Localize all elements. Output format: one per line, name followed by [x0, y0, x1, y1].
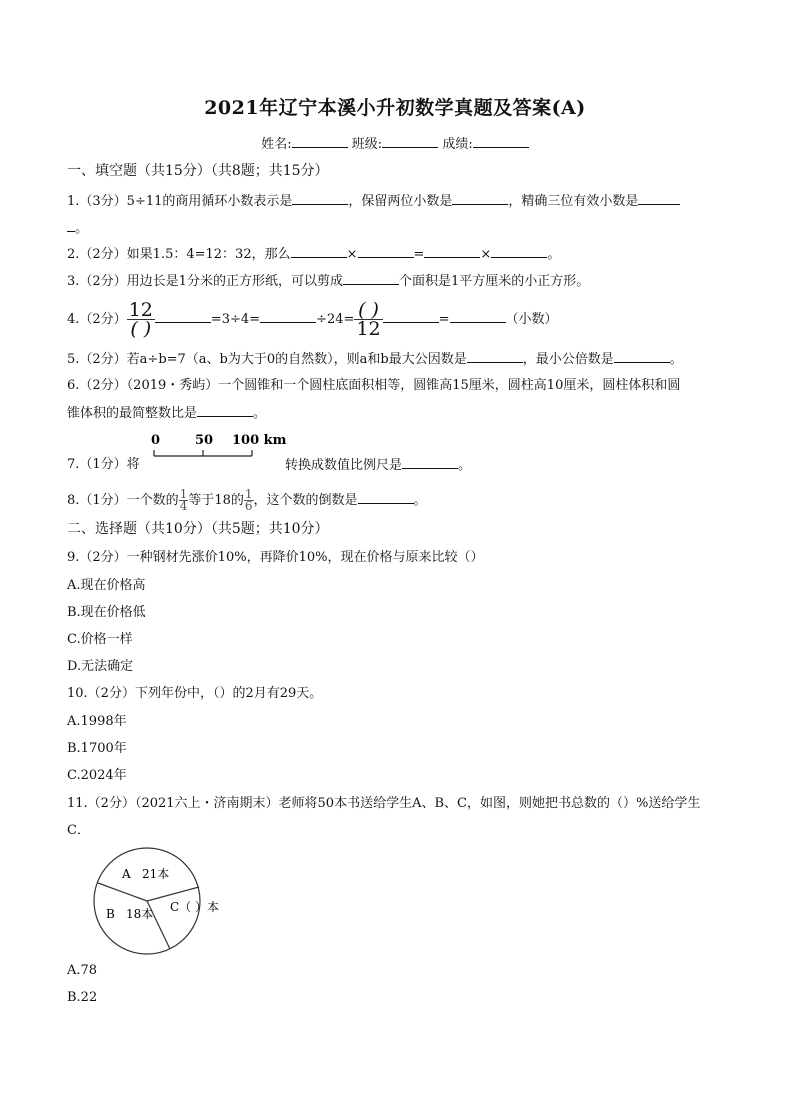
slice-a-label: A: [122, 867, 131, 881]
choice-a[interactable]: A.现在价格高: [67, 578, 146, 593]
answer-blank[interactable]: [358, 245, 414, 258]
slice-b-label: B: [106, 907, 115, 921]
scale-label-0: 0: [151, 433, 161, 448]
line-scale-figure: [148, 430, 288, 464]
q4-text: （小数）: [505, 312, 558, 327]
denominator: 12: [356, 318, 381, 340]
pie-divider: [147, 887, 199, 901]
q7-text: 。: [458, 458, 472, 473]
choice-a[interactable]: A.1998年: [67, 714, 127, 729]
q3-text: 3.（2分）用边长是1分米的正方形纸，可以剪成: [67, 274, 343, 289]
section-2-heading: 二、选择题（共10分）（共5题；共10分）: [67, 521, 329, 537]
q4-text: =3÷4=: [210, 312, 261, 327]
q5-text: ，最小公倍数是: [522, 352, 614, 367]
question-1: [67, 192, 680, 211]
question-11-cont: C．: [67, 823, 90, 838]
answer-blank[interactable]: [155, 310, 211, 323]
fraction-one-quarter: [179, 489, 189, 512]
q2-text: 。: [547, 247, 561, 262]
q5-text: 5.（2分）若a÷b=7（a、b为大于0的自然数），则a和b最大公因数是: [67, 352, 467, 367]
q1-text: ，精确三位有效小数是: [508, 194, 639, 209]
choice-d[interactable]: D.无法确定: [67, 659, 134, 674]
numerator-blank[interactable]: ( ): [354, 301, 382, 320]
q7-text: 7.（1分）将: [67, 457, 140, 472]
q8-text: 。: [413, 493, 427, 508]
score-label: 成绩:: [442, 137, 473, 152]
q2-text: 2.（2分）如果1.5：4=12：32，那么: [67, 247, 291, 262]
question-8: [67, 486, 427, 516]
choice-b[interactable]: B.1700年: [67, 741, 127, 756]
question-10: 10.（2分）下列年份中，（）的2月有29天。: [67, 686, 323, 701]
answer-blank[interactable]: [424, 245, 480, 258]
answer-blank[interactable]: [67, 219, 75, 232]
answer-blank[interactable]: [260, 310, 316, 323]
class-label: 班级:: [351, 137, 383, 152]
choice-b[interactable]: B.现在价格低: [67, 605, 146, 620]
question-1-cont: [67, 219, 88, 238]
question-7: [67, 456, 140, 474]
scale-label-50: 50: [195, 433, 214, 448]
question-6-cont: [67, 404, 266, 423]
class-blank[interactable]: [382, 135, 438, 148]
student-info: [0, 133, 790, 152]
choice-b[interactable]: B.22: [67, 990, 98, 1005]
q8-text: 等于18的: [188, 493, 244, 508]
answer-blank[interactable]: [343, 272, 399, 285]
pie-divider: [98, 883, 147, 901]
choice-c[interactable]: C.2024年: [67, 768, 127, 783]
equals-sign: =: [413, 247, 425, 262]
slice-b-value: 18本: [126, 907, 154, 921]
answer-blank[interactable]: [358, 491, 414, 504]
pie-chart-figure: [90, 843, 240, 958]
fraction-blank-over-12: [354, 301, 382, 338]
slice-c-label: C（ ）本: [170, 900, 219, 914]
question-6: [67, 377, 680, 395]
fraction-one-sixth: [244, 489, 254, 512]
numerator: 12: [128, 299, 153, 321]
question-5: [67, 350, 683, 369]
answer-blank[interactable]: [197, 404, 253, 417]
q4-text: ÷24=: [316, 312, 355, 327]
times-sign: ×: [480, 247, 492, 262]
q6-text: 。: [253, 406, 267, 421]
q5-text: 。: [669, 352, 683, 367]
question-11: 11.（2分）（2021六上・济南期末）老师将50本书送给学生A、B、C，如图，则她把书总数的（）%送给学生: [67, 796, 701, 811]
q1-text: 1.（3分）5÷11的商用循环小数表示是: [67, 194, 293, 209]
q8-text: ，这个数的倒数是: [253, 493, 358, 508]
choice-a[interactable]: A.78: [67, 963, 98, 978]
answer-blank[interactable]: [402, 456, 458, 469]
answer-blank[interactable]: [450, 310, 506, 323]
numerator: 1: [244, 487, 253, 501]
fraction-12-over-blank: [127, 301, 155, 338]
slice-a-value: 21本: [142, 867, 170, 881]
q7-text: 转换成数值比例尺是: [285, 458, 403, 473]
answer-blank[interactable]: [452, 192, 508, 205]
scale-label-100: 100 km: [232, 433, 287, 448]
q6-text: 锥体积的最简整数比是: [67, 406, 198, 421]
question-9: 9.（2分）一种钢材先涨价10%，再降价10%，现在价格与原来比较（）: [67, 550, 484, 565]
equals-sign: =: [438, 312, 450, 327]
denominator: 6: [244, 499, 253, 513]
q6-text: 6.（2分）（2019・秀屿）一个圆锥和一个圆柱底面积相等，圆锥高15厘米，圆柱高10厘米，圆柱体积和圆: [67, 378, 681, 393]
page-title: 2021年辽宁本溪小升初数学真题及答案(A): [204, 97, 586, 119]
times-sign: ×: [346, 247, 358, 262]
choice-c[interactable]: C.价格一样: [67, 632, 133, 647]
score-blank[interactable]: [473, 135, 529, 148]
answer-blank[interactable]: [614, 350, 670, 363]
q1-text: ，保留两位小数是: [348, 194, 453, 209]
numerator: 1: [179, 487, 188, 501]
denominator: 4: [179, 499, 188, 513]
name-label: 姓名:: [261, 137, 292, 152]
answer-blank[interactable]: [467, 350, 523, 363]
question-2: [67, 245, 560, 264]
q3-text: 个面积是1平方厘米的小正方形。: [398, 274, 590, 289]
answer-blank[interactable]: [638, 192, 680, 205]
q8-text: 8.（1分）一个数的: [67, 493, 179, 508]
name-blank[interactable]: [292, 135, 348, 148]
question-7-tail: [285, 456, 471, 475]
question-4: [67, 300, 558, 340]
answer-blank[interactable]: [383, 310, 439, 323]
question-3: [67, 272, 589, 291]
answer-blank[interactable]: [292, 192, 348, 205]
answer-blank[interactable]: [491, 245, 547, 258]
q4-text: 4.（2分）: [67, 312, 127, 327]
answer-blank[interactable]: [291, 245, 347, 258]
section-1-heading: 一、填空题（共15分）（共8题；共15分）: [67, 163, 329, 179]
denominator-blank[interactable]: ( ): [130, 318, 152, 340]
q1-text: 。: [75, 221, 89, 236]
